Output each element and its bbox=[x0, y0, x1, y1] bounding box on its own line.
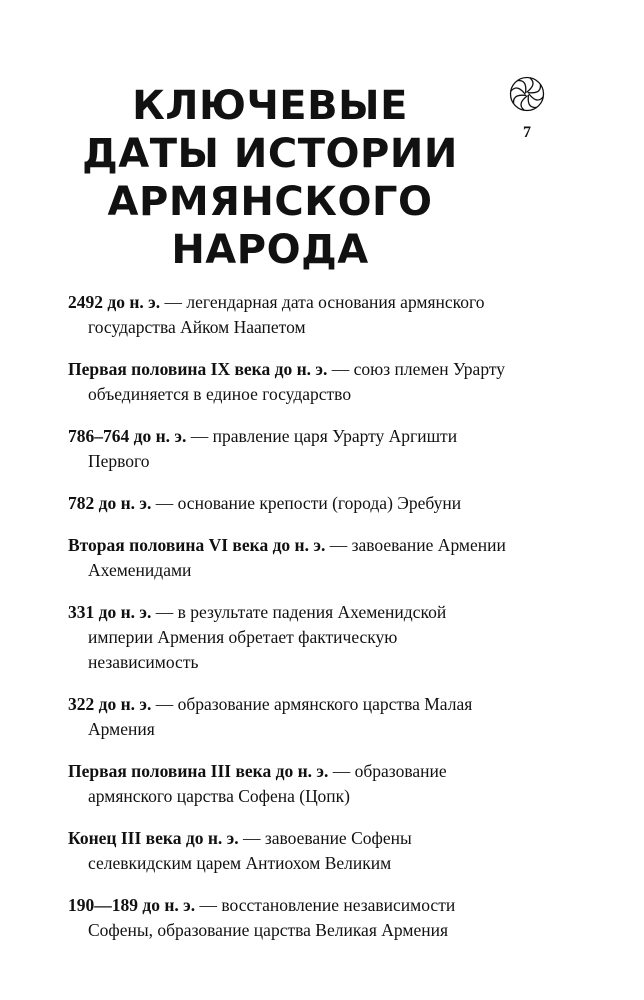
timeline-entry bbox=[68, 692, 508, 742]
timeline-list bbox=[68, 290, 508, 960]
title-line: ДАТЫ ИСТОРИИ bbox=[82, 131, 458, 177]
timeline-entry bbox=[68, 759, 508, 809]
entry-text: — союз племен Урарту объединяется в единое государство bbox=[88, 359, 506, 404]
entry-date: 322 до н. э. bbox=[68, 694, 152, 714]
entry-date: 2492 до н. э. bbox=[68, 292, 161, 312]
title-line: КЛЮЧЕВЫЕ bbox=[132, 83, 408, 129]
timeline-entry bbox=[68, 290, 508, 340]
entry-text: — завоевание Армении Ахеменидами bbox=[88, 535, 506, 580]
timeline-entry bbox=[68, 893, 508, 943]
timeline-entry bbox=[68, 533, 508, 583]
entry-text: — в результате падения Ахеменидской империи Армения обретает фактическую независимость bbox=[88, 602, 447, 672]
timeline-entry bbox=[68, 491, 508, 516]
entry-date: Первая половина III века до н. э. bbox=[68, 761, 329, 781]
page-title bbox=[60, 82, 480, 274]
title-line: НАРОДА bbox=[171, 227, 369, 273]
timeline-entry bbox=[68, 424, 508, 474]
entry-text: — основание крепости (города) Эребуни bbox=[151, 493, 462, 513]
entry-text: — образование армянского царства Софена (Цопк) bbox=[88, 761, 447, 806]
entry-date: Вторая половина VI века до н. э. bbox=[68, 535, 326, 555]
entry-text: — правление царя Урарту Аргишти Первого bbox=[88, 426, 458, 471]
title-line: АРМЯНСКОГО bbox=[107, 179, 433, 225]
entry-date: 331 до н. э. bbox=[68, 602, 152, 622]
entry-text: — легендарная дата основания армянского государства Айком Наапетом bbox=[88, 292, 485, 337]
entry-date: 190—189 до н. э. bbox=[68, 895, 196, 915]
page-number: 7 bbox=[523, 124, 531, 141]
armenian-eternity-sign-icon bbox=[509, 76, 545, 112]
entry-text: — завоевание Софены селевкидским царем Антиохом Великим bbox=[88, 828, 412, 873]
timeline-entry bbox=[68, 357, 508, 407]
entry-date: 786–764 до н. э. bbox=[68, 426, 187, 446]
entry-text: — восстановление независимости Софены, образование царства Великая Армения bbox=[88, 895, 456, 940]
entry-text: — образование армянского царства Малая Армения bbox=[88, 694, 473, 739]
timeline-entry bbox=[68, 600, 508, 675]
entry-date: 782 до н. э. bbox=[68, 493, 152, 513]
entry-date: Конец III века до н. э. bbox=[68, 828, 239, 848]
timeline-entry bbox=[68, 826, 508, 876]
entry-date: Первая половина IX века до н. э. bbox=[68, 359, 328, 379]
